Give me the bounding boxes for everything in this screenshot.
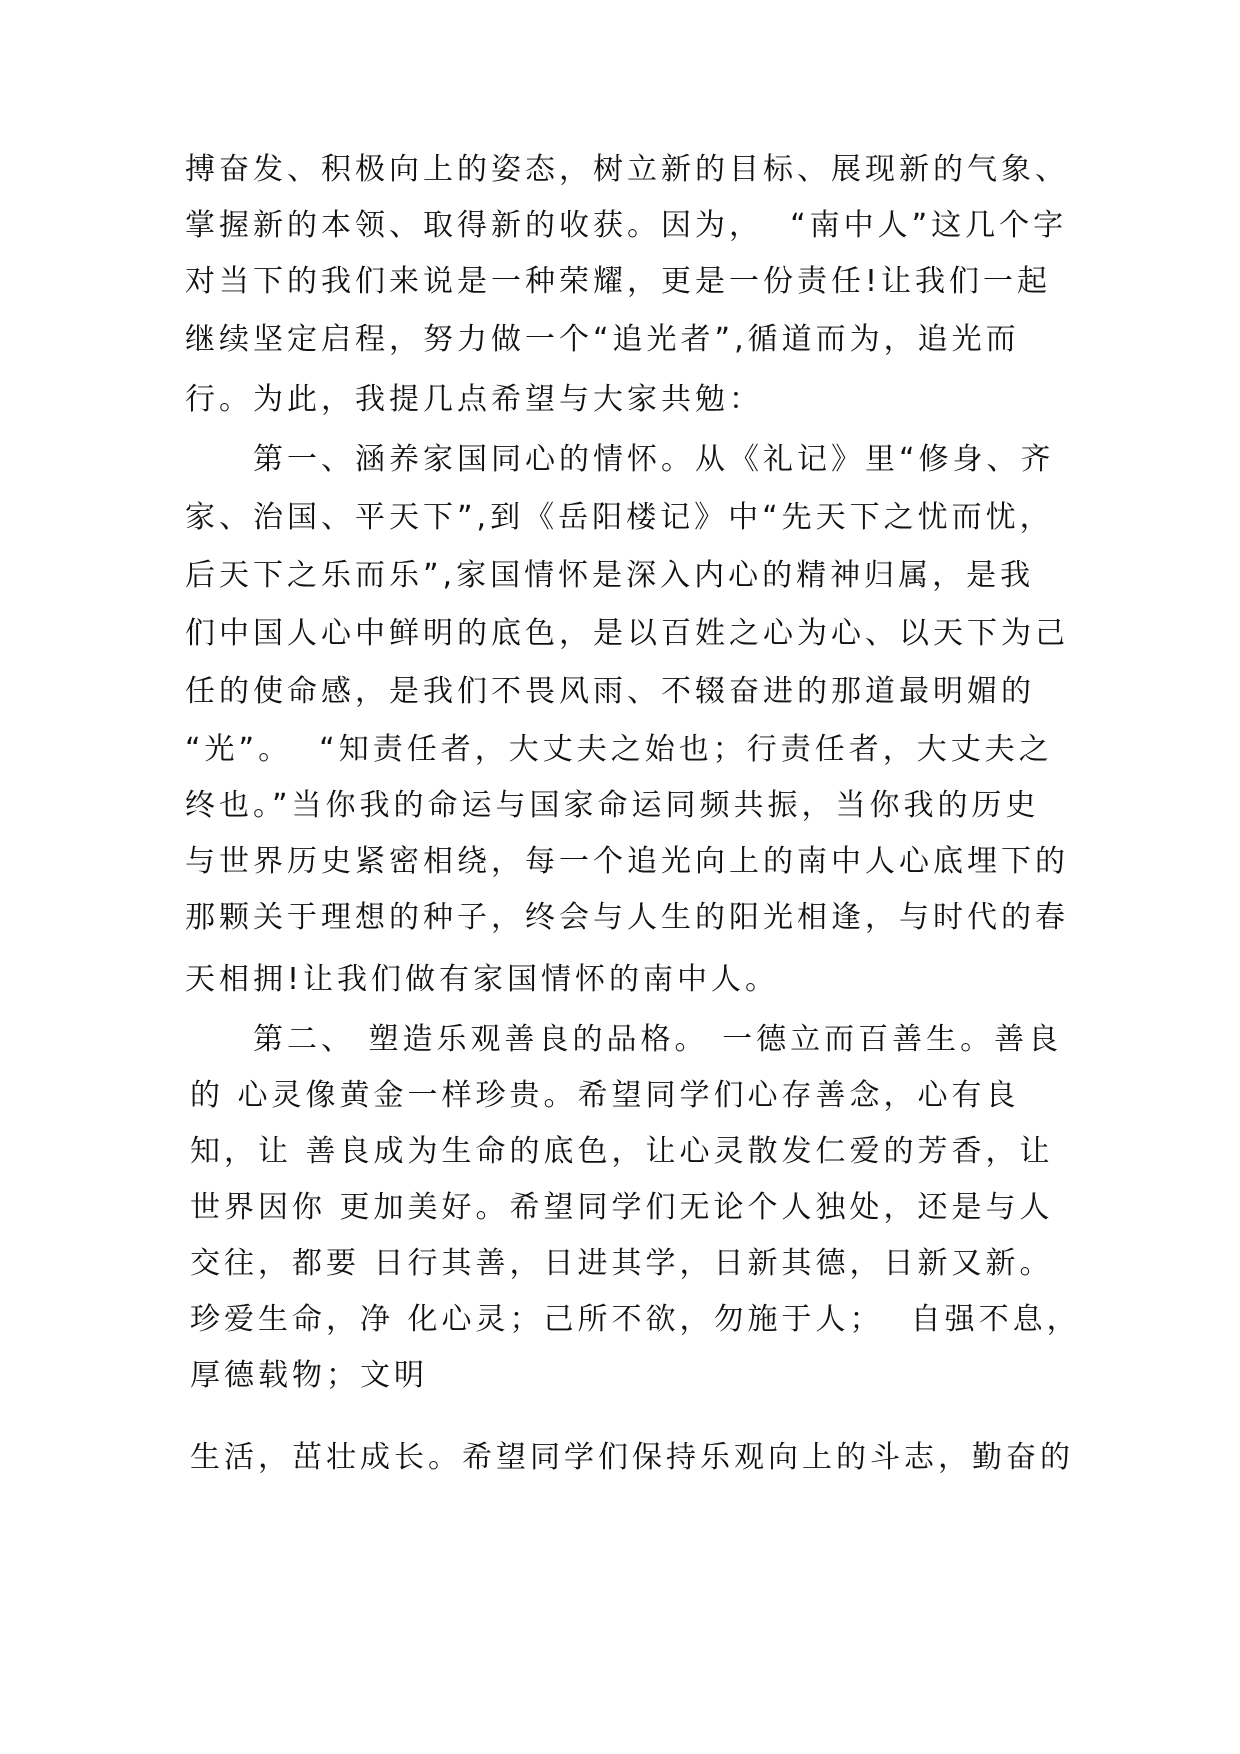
text-line: 的 心灵像黄金一样珍贵。希望同学们心存善念，心有良 — [190, 1078, 1020, 1113]
text-line: 与世界历史紧密相绕，每一个追光向上的南中人心底埋下的 — [185, 844, 1069, 879]
text-line: 对当下的我们来说是一种荣耀，更是一份责任!让我们一起 — [185, 264, 1052, 299]
text-line: 生活，茁壮成长。希望同学们保持乐观向上的斗志，勤奋的 — [190, 1440, 1074, 1475]
text-line: 知，让 善良成为生命的底色，让心灵散发仁爱的芳香，让 — [190, 1134, 1054, 1169]
text-line: 后天下之乐而乐”,家国情怀是深入内心的精神归属，是我 — [185, 558, 1035, 593]
text-line: 行。为此，我提几点希望与大家共勉： — [185, 382, 763, 417]
text-line: 那颗关于理想的种子，终会与人生的阳光相逢，与时代的春 — [185, 900, 1069, 935]
paragraph-first-line: 第二、 塑造乐观善良的品格。 一德立而百善生。善良 — [253, 1022, 1063, 1057]
paragraph-first-line: 第一、涵养家国同心的情怀。从《礼记》里“修身、齐 — [253, 442, 1055, 477]
text-line: 交往，都要 日行其善，日进其学，日新其德，日新又新。 — [190, 1246, 1054, 1281]
text-line: 继续坚定启程，努力做一个“追光者”,循道而为，追光而 — [185, 322, 1020, 357]
text-line: 珍爱生命，净 化心灵；己所不欲，勿施于人； 自强不息， — [190, 1302, 1081, 1337]
text-line: 掌握新的本领、取得新的收获。因为， “南中人”这几个字 — [185, 208, 1068, 243]
text-line: 们中国人心中鲜明的底色，是以百姓之心为心、以天下为己 — [185, 616, 1069, 651]
text-line: 搏奋发、积极向上的姿态，树立新的目标、展现新的气象、 — [185, 152, 1069, 187]
text-line: 厚德载物；文明 — [190, 1358, 428, 1393]
text-line: “光”。 “知责任者，大丈夫之始也；行责任者，大丈夫之 — [185, 732, 1053, 767]
text-line: 终也。”当你我的命运与国家命运同频共振，当你我的历史 — [185, 788, 1040, 823]
text-line: 任的使命感，是我们不畏风雨、不辍奋进的那道最明媚的 — [185, 674, 1035, 709]
text-line: 家、治国、平天下”,到《岳阳楼记》中“先天下之忧而忧， — [185, 500, 1054, 535]
text-line: 世界因你 更加美好。希望同学们无论个人独处，还是与人 — [190, 1190, 1054, 1225]
text-line: 天相拥!让我们做有家国情怀的南中人。 — [185, 962, 780, 997]
